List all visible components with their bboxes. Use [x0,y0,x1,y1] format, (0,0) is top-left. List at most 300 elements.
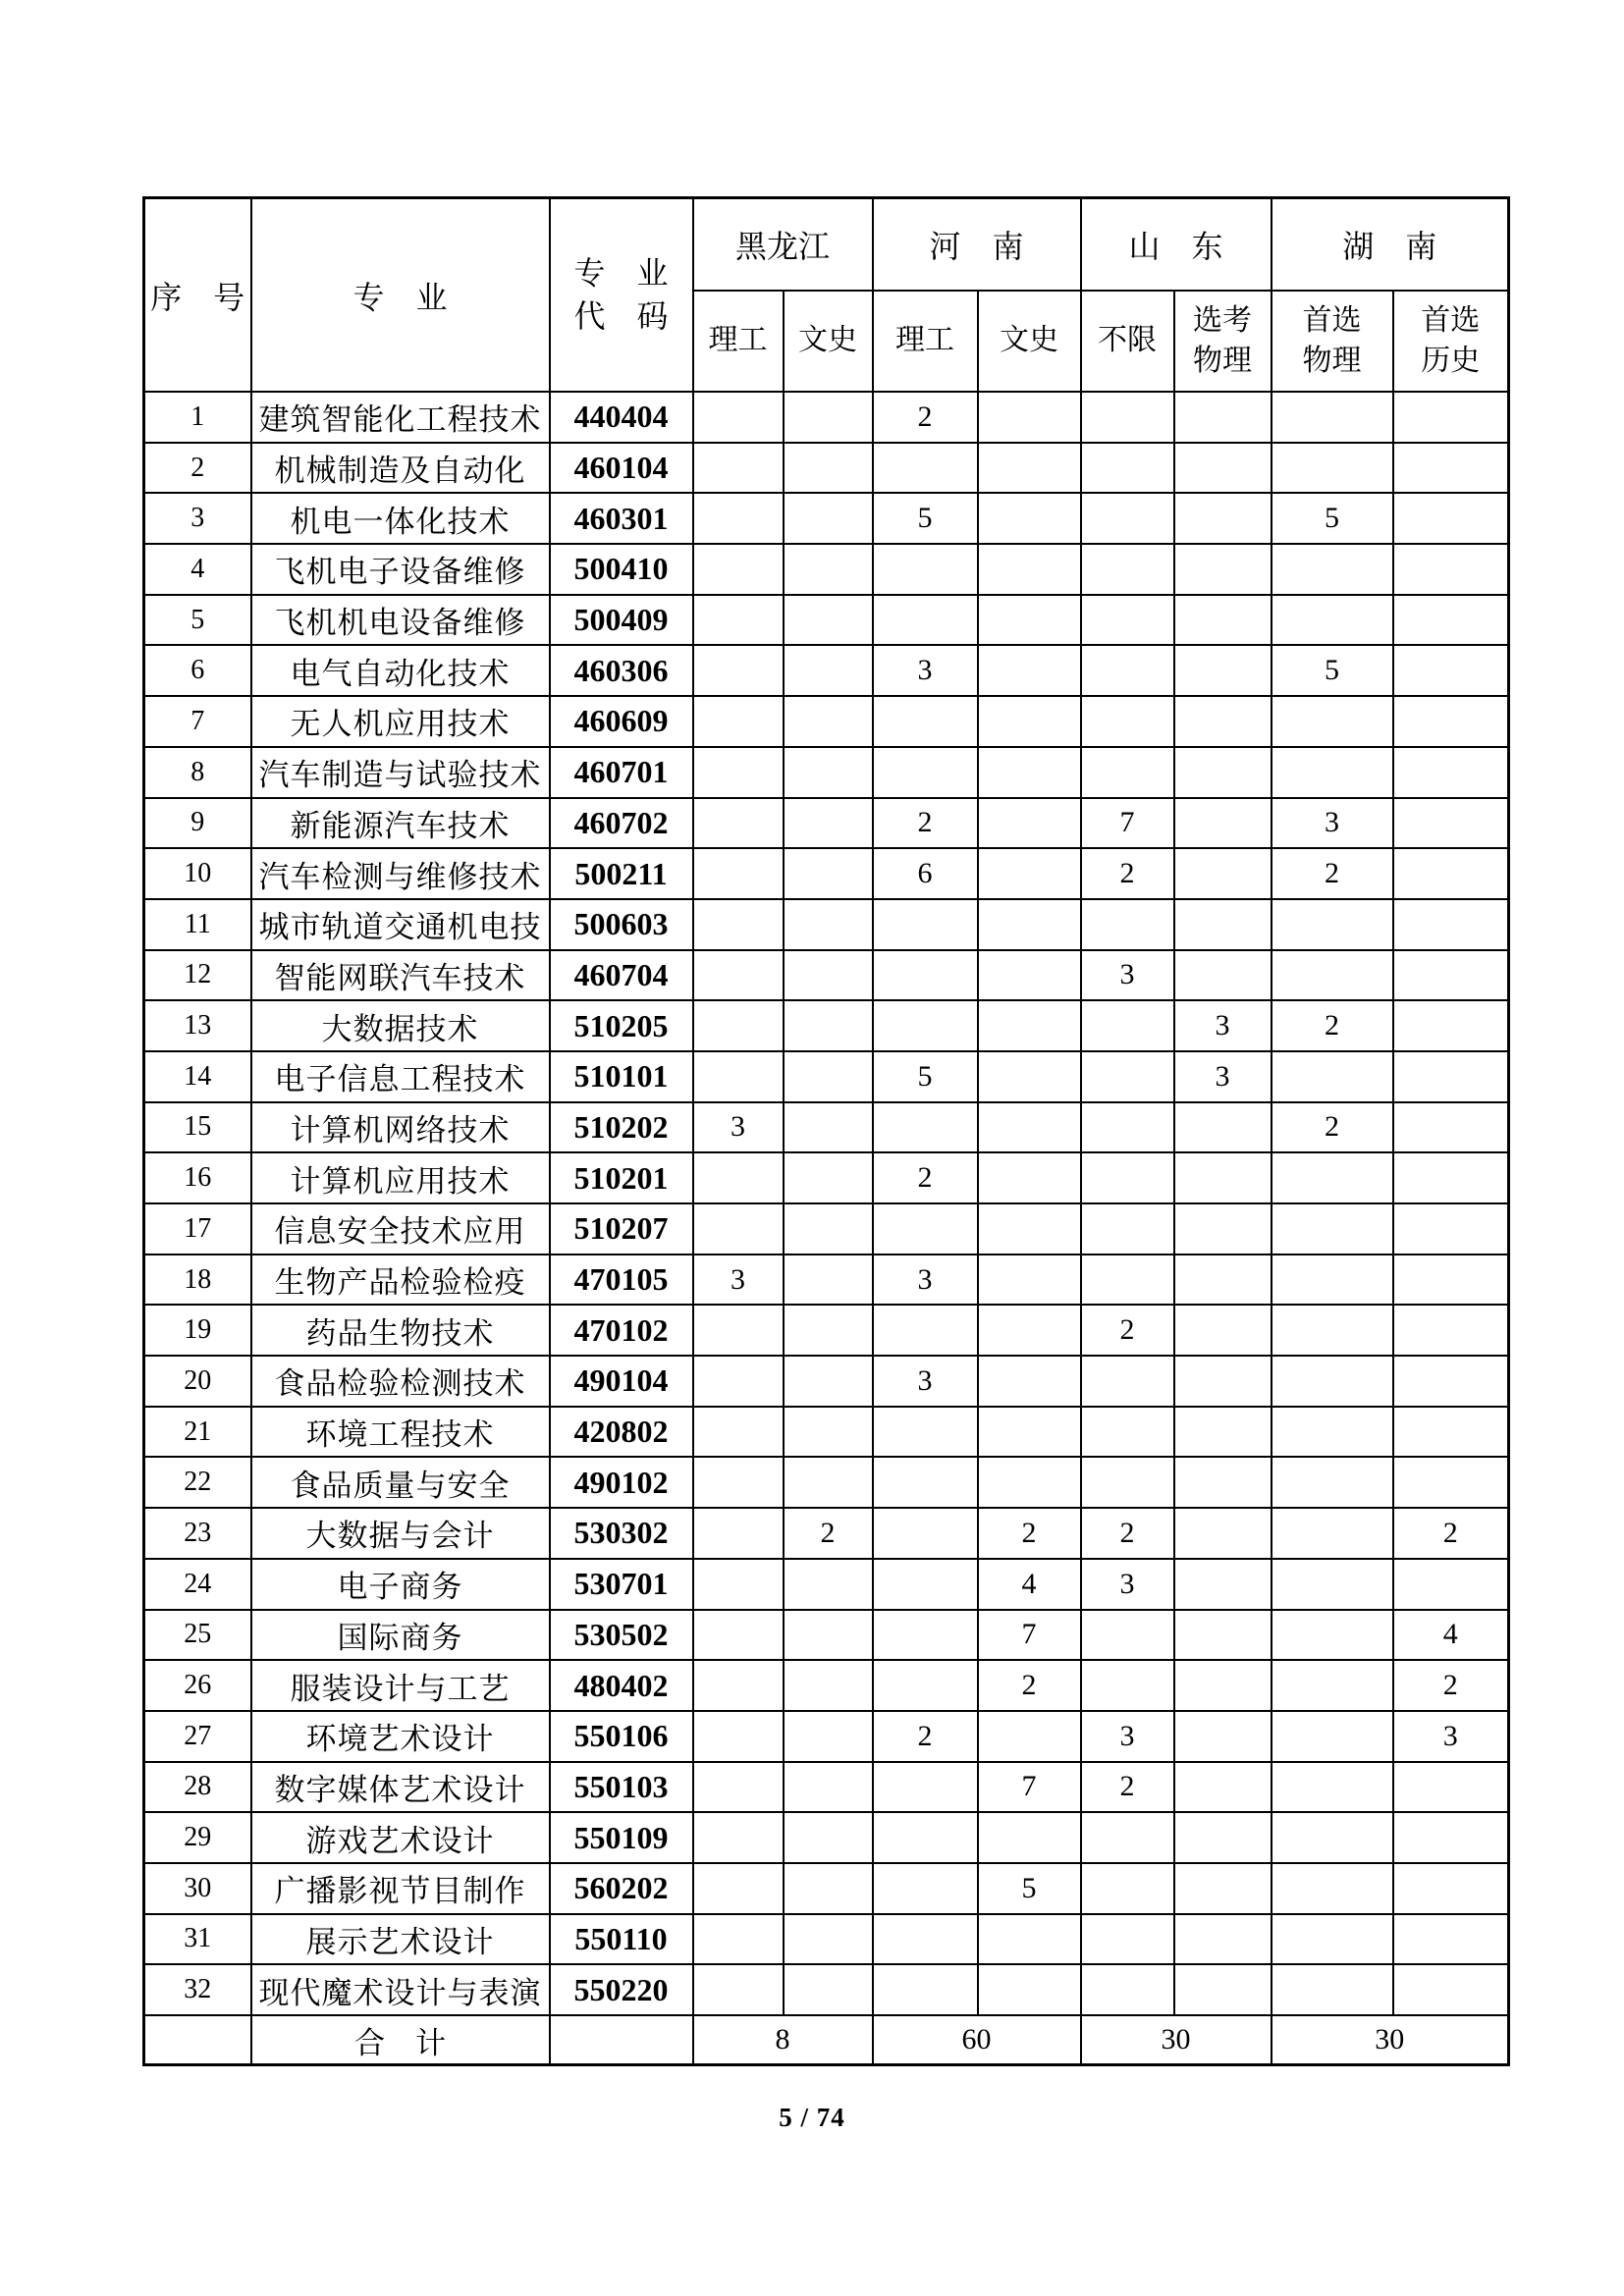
total-heilongjiang: 8 [693,2015,873,2065]
row-value-cell [784,1305,873,1356]
row-value-cell [1081,443,1174,494]
row-value-cell [1174,1508,1272,1559]
row-major-cell: 药品生物技术 [251,1305,550,1356]
row-seq-cell: 15 [144,1102,251,1153]
row-value-cell: 6 [873,848,978,899]
row-seq-cell: 18 [144,1255,251,1306]
row-major-cell: 食品质量与安全 [251,1457,550,1508]
total-code-empty-cell [550,2015,693,2065]
row-value-cell [978,1964,1081,2015]
row-major-cell: 环境艺术设计 [251,1711,550,1762]
row-code-cell: 470105 [550,1255,693,1306]
row-seq-cell: 32 [144,1964,251,2015]
row-value-cell [1081,392,1174,443]
row-value-cell [693,1051,784,1102]
table-row [144,1559,1509,1610]
row-value-cell [873,899,978,950]
row-value-cell [978,848,1081,899]
row-value-cell [873,1000,978,1051]
subheader-text: 理工 [708,324,768,357]
row-value-cell: 3 [1174,1000,1272,1051]
row-major-cell: 城市轨道交通机电技 [251,899,550,950]
row-value-cell: 3 [873,1356,978,1407]
row-value-cell [784,696,873,747]
row-value-cell [1393,1152,1509,1203]
row-value-cell [1272,544,1393,595]
subheader-text: 文史 [798,324,857,357]
row-value-cell [1393,544,1509,595]
subheader-heilongjiang-ligong [693,291,784,392]
total-row [144,2015,1509,2065]
subheader-text: 选考 [1193,304,1253,337]
row-major-cell: 机械制造及自动化 [251,443,550,494]
row-major-cell: 信息安全技术应用 [251,1203,550,1255]
row-seq-cell: 7 [144,696,251,747]
row-value-cell [1393,1000,1509,1051]
row-value-cell [1393,1457,1509,1508]
row-value-cell: 5 [873,493,978,544]
row-value-cell [873,1660,978,1711]
row-value-cell [1081,1203,1174,1255]
row-value-cell [784,1964,873,2015]
row-value-cell: 3 [1393,1711,1509,1762]
row-major-cell: 电气自动化技术 [251,645,550,696]
row-value-cell [1393,696,1509,747]
subheader-text: 首选 [1421,304,1481,337]
row-value-cell [1393,1356,1509,1407]
row-seq-cell: 21 [144,1407,251,1458]
row-value-cell [693,595,784,646]
row-value-cell [1393,493,1509,544]
row-value-cell: 2 [784,1508,873,1559]
row-value-cell [1272,1711,1393,1762]
row-value-cell [1393,595,1509,646]
row-value-cell [784,1356,873,1407]
row-value-cell [1081,1660,1174,1711]
row-value-cell [1272,1255,1393,1306]
header-major: 专 业 [251,198,550,393]
row-seq-cell: 26 [144,1660,251,1711]
row-value-cell [1393,1559,1509,1610]
row-value-cell [693,1610,784,1661]
row-value-cell [1272,1305,1393,1356]
row-value-cell [1081,696,1174,747]
row-value-cell [784,1914,873,1965]
row-value-cell [1174,1559,1272,1610]
row-value-cell [1174,899,1272,950]
row-value-cell [1174,443,1272,494]
row-value-cell [1174,848,1272,899]
row-value-cell: 2 [1272,1102,1393,1153]
row-value-cell [693,1356,784,1407]
row-value-cell [784,493,873,544]
row-value-cell [693,1863,784,1914]
row-value-cell [693,1762,784,1813]
row-code-cell: 530502 [550,1610,693,1661]
row-value-cell [1272,595,1393,646]
row-code-cell: 490102 [550,1457,693,1508]
row-value-cell [784,1051,873,1102]
table-row [144,1812,1509,1863]
row-value-cell [1174,1660,1272,1711]
row-seq-cell: 6 [144,645,251,696]
row-seq-cell: 8 [144,747,251,798]
row-value-cell [873,595,978,646]
row-seq-cell: 11 [144,899,251,950]
row-value-cell [784,1812,873,1863]
row-value-cell [873,1305,978,1356]
row-value-cell [873,443,978,494]
row-value-cell [1174,798,1272,849]
table-row [144,1102,1509,1153]
row-value-cell [1174,1102,1272,1153]
table-row [144,1203,1509,1255]
row-value-cell [1272,747,1393,798]
row-value-cell [693,747,784,798]
row-code-cell: 510207 [550,1203,693,1255]
row-value-cell [1393,1305,1509,1356]
row-value-cell [978,696,1081,747]
row-code-cell: 510101 [550,1051,693,1102]
row-value-cell [784,899,873,950]
row-value-cell: 3 [873,645,978,696]
header-province-heilongjiang: 黑龙江 [693,198,873,292]
row-value-cell [1174,747,1272,798]
row-value-cell [978,1407,1081,1458]
row-value-cell [693,848,784,899]
row-value-cell [784,1711,873,1762]
row-value-cell [784,848,873,899]
subheader-text: 理工 [895,324,955,357]
row-value-cell [1081,1407,1174,1458]
row-value-cell: 3 [1081,1711,1174,1762]
row-value-cell [1081,1863,1174,1914]
row-value-cell [1081,1102,1174,1153]
row-major-cell: 智能网联汽车技术 [251,950,550,1001]
table-row [144,1255,1509,1306]
row-value-cell: 2 [1272,848,1393,899]
row-value-cell: 4 [1393,1610,1509,1661]
row-value-cell: 3 [1272,798,1393,849]
row-value-cell [1272,392,1393,443]
row-seq-cell: 20 [144,1356,251,1407]
row-major-cell: 无人机应用技术 [251,696,550,747]
row-value-cell [693,1812,784,1863]
row-value-cell [693,645,784,696]
row-code-cell: 440404 [550,392,693,443]
row-value-cell [693,1305,784,1356]
row-value-cell: 3 [873,1255,978,1306]
row-value-cell [693,798,784,849]
row-value-cell: 3 [1081,1559,1174,1610]
row-value-cell [978,392,1081,443]
row-code-cell: 490104 [550,1356,693,1407]
table-row [144,848,1509,899]
row-major-cell: 飞机电子设备维修 [251,544,550,595]
row-code-cell: 550110 [550,1914,693,1965]
row-value-cell [693,950,784,1001]
row-value-cell [1393,392,1509,443]
row-code-cell: 500410 [550,544,693,595]
row-value-cell [978,1203,1081,1255]
row-value-cell: 2 [978,1508,1081,1559]
row-value-cell: 3 [693,1255,784,1306]
table-row [144,747,1509,798]
total-henan: 60 [873,2015,1081,2065]
row-value-cell [1081,1812,1174,1863]
row-value-cell [784,1152,873,1203]
row-value-cell [784,1863,873,1914]
row-value-cell: 2 [1081,1305,1174,1356]
row-seq-cell: 12 [144,950,251,1001]
table-row [144,1660,1509,1711]
row-value-cell: 5 [1272,493,1393,544]
row-seq-cell: 17 [144,1203,251,1255]
row-value-cell: 7 [1081,798,1174,849]
row-value-cell [873,1863,978,1914]
table-row [144,950,1509,1001]
row-value-cell [978,493,1081,544]
enrollment-plan-table [142,196,1510,2066]
row-value-cell [1272,1762,1393,1813]
subheader-henan-ligong [873,291,978,392]
row-value-cell [693,544,784,595]
row-code-cell: 560202 [550,1863,693,1914]
row-seq-cell: 25 [144,1610,251,1661]
row-value-cell [1272,1914,1393,1965]
row-value-cell [784,1203,873,1255]
row-value-cell [1393,1051,1509,1102]
total-seq-empty-cell [144,2015,251,2065]
row-value-cell [784,1457,873,1508]
table-row [144,1863,1509,1914]
row-major-cell: 国际商务 [251,1610,550,1661]
row-seq-cell: 4 [144,544,251,595]
row-value-cell [693,1152,784,1203]
row-value-cell [1081,747,1174,798]
header-seq: 序 号 [144,198,251,393]
row-value-cell [1272,1863,1393,1914]
row-value-cell [873,1964,978,2015]
row-major-cell: 数字媒体艺术设计 [251,1762,550,1813]
row-major-cell: 电子信息工程技术 [251,1051,550,1102]
row-value-cell: 2 [1081,1762,1174,1813]
row-value-cell [784,595,873,646]
row-value-cell [978,747,1081,798]
row-value-cell [873,1914,978,1965]
row-value-cell [873,544,978,595]
table-row [144,1305,1509,1356]
table-row [144,595,1509,646]
row-value-cell [1174,595,1272,646]
row-value-cell [784,1660,873,1711]
header-province-henan: 河 南 [873,198,1081,292]
row-value-cell [1174,1203,1272,1255]
row-code-cell: 460704 [550,950,693,1001]
row-value-cell [1393,1407,1509,1458]
row-major-cell: 现代魔术设计与表演 [251,1964,550,2015]
row-seq-cell: 23 [144,1508,251,1559]
row-value-cell [784,645,873,696]
row-value-cell [784,1610,873,1661]
row-value-cell [978,1152,1081,1203]
row-value-cell: 2 [873,1711,978,1762]
table-row [144,1356,1509,1407]
row-value-cell: 2 [1393,1508,1509,1559]
row-value-cell [873,1812,978,1863]
row-value-cell [1174,1610,1272,1661]
row-value-cell [1081,1051,1174,1102]
row-value-cell [1174,1964,1272,2015]
table-row [144,544,1509,595]
row-value-cell [693,392,784,443]
row-value-cell [1272,1559,1393,1610]
row-value-cell [1081,1152,1174,1203]
row-code-cell: 510202 [550,1102,693,1153]
row-value-cell [873,1508,978,1559]
row-value-cell [873,1610,978,1661]
row-code-cell: 460702 [550,798,693,849]
row-code-cell: 470102 [550,1305,693,1356]
row-value-cell: 2 [1081,848,1174,899]
row-value-cell [784,544,873,595]
row-seq-cell: 1 [144,392,251,443]
row-value-cell [1174,1305,1272,1356]
row-value-cell [1174,392,1272,443]
row-value-cell: 7 [978,1610,1081,1661]
total-hunan: 30 [1272,2015,1509,2065]
row-value-cell [1272,1812,1393,1863]
table-row [144,1508,1509,1559]
row-value-cell [978,1457,1081,1508]
row-value-cell [693,899,784,950]
row-value-cell [978,1914,1081,1965]
subheader-shandong-buxian [1081,291,1174,392]
row-value-cell [1393,747,1509,798]
subheader-shandong-xuankao-wuli [1174,291,1272,392]
subheader-text: 物理 [1302,344,1362,377]
row-value-cell [784,1000,873,1051]
table-row [144,1711,1509,1762]
row-value-cell [784,443,873,494]
page-number: 5 / 74 [779,2103,845,2132]
row-code-cell: 530302 [550,1508,693,1559]
row-seq-cell: 29 [144,1812,251,1863]
row-value-cell [873,1407,978,1458]
row-value-cell [1393,1964,1509,2015]
row-code-cell: 550109 [550,1812,693,1863]
row-value-cell [1393,1863,1509,1914]
header-code-line2: 代 码 [573,297,669,334]
table-row [144,1610,1509,1661]
row-value-cell [873,747,978,798]
row-value-cell [1393,1255,1509,1306]
row-value-cell [1272,1457,1393,1508]
table-row [144,645,1509,696]
row-value-cell [978,1255,1081,1306]
row-code-cell: 550103 [550,1762,693,1813]
row-seq-cell: 16 [144,1152,251,1203]
row-value-cell [978,645,1081,696]
row-value-cell: 2 [873,1152,978,1203]
row-value-cell [1081,544,1174,595]
row-code-cell: 500603 [550,899,693,950]
total-shandong: 30 [1081,2015,1272,2065]
row-value-cell [1272,1964,1393,2015]
row-major-cell: 服装设计与工艺 [251,1660,550,1711]
row-code-cell: 500211 [550,848,693,899]
header-province-shandong: 山 东 [1081,198,1272,292]
row-value-cell [1174,1255,1272,1306]
row-value-cell [1174,493,1272,544]
row-value-cell [1081,1914,1174,1965]
row-value-cell [1393,950,1509,1001]
row-value-cell [693,1964,784,2015]
row-value-cell [978,443,1081,494]
header-province-hunan: 湖 南 [1272,198,1509,292]
row-value-cell: 5 [873,1051,978,1102]
row-value-cell [978,798,1081,849]
row-value-cell [978,1305,1081,1356]
row-seq-cell: 27 [144,1711,251,1762]
row-value-cell [873,1457,978,1508]
row-value-cell [873,1559,978,1610]
row-code-cell: 550106 [550,1711,693,1762]
row-value-cell [693,1559,784,1610]
row-value-cell: 2 [873,798,978,849]
row-value-cell [978,1711,1081,1762]
row-major-cell: 大数据与会计 [251,1508,550,1559]
row-major-cell: 汽车检测与维修技术 [251,848,550,899]
table-row [144,443,1509,494]
row-value-cell [1081,1610,1174,1661]
row-value-cell: 3 [1174,1051,1272,1102]
row-value-cell [978,595,1081,646]
row-major-cell: 建筑智能化工程技术 [251,392,550,443]
row-value-cell [1272,1407,1393,1458]
row-value-cell [1272,1051,1393,1102]
subheader-text: 文史 [1000,324,1059,357]
row-code-cell: 550220 [550,1964,693,2015]
table-row [144,1914,1509,1965]
row-value-cell [1393,1203,1509,1255]
row-value-cell: 2 [1393,1660,1509,1711]
row-major-cell: 生物产品检验检疫 [251,1255,550,1306]
row-value-cell [978,950,1081,1001]
row-value-cell [873,1203,978,1255]
row-seq-cell: 13 [144,1000,251,1051]
row-value-cell [784,798,873,849]
row-value-cell [873,1102,978,1153]
row-value-cell: 5 [978,1863,1081,1914]
row-value-cell [1174,645,1272,696]
table-row [144,798,1509,849]
row-value-cell [1081,1964,1174,2015]
row-major-cell: 新能源汽车技术 [251,798,550,849]
row-value-cell [784,950,873,1001]
row-major-cell: 环境工程技术 [251,1407,550,1458]
row-value-cell [1174,1914,1272,1965]
row-value-cell: 2 [978,1660,1081,1711]
row-value-cell [784,1407,873,1458]
row-value-cell [693,1660,784,1711]
row-value-cell [1393,1812,1509,1863]
row-value-cell [784,747,873,798]
row-seq-cell: 9 [144,798,251,849]
row-value-cell [1272,1356,1393,1407]
row-value-cell [784,1102,873,1153]
row-value-cell [1272,443,1393,494]
